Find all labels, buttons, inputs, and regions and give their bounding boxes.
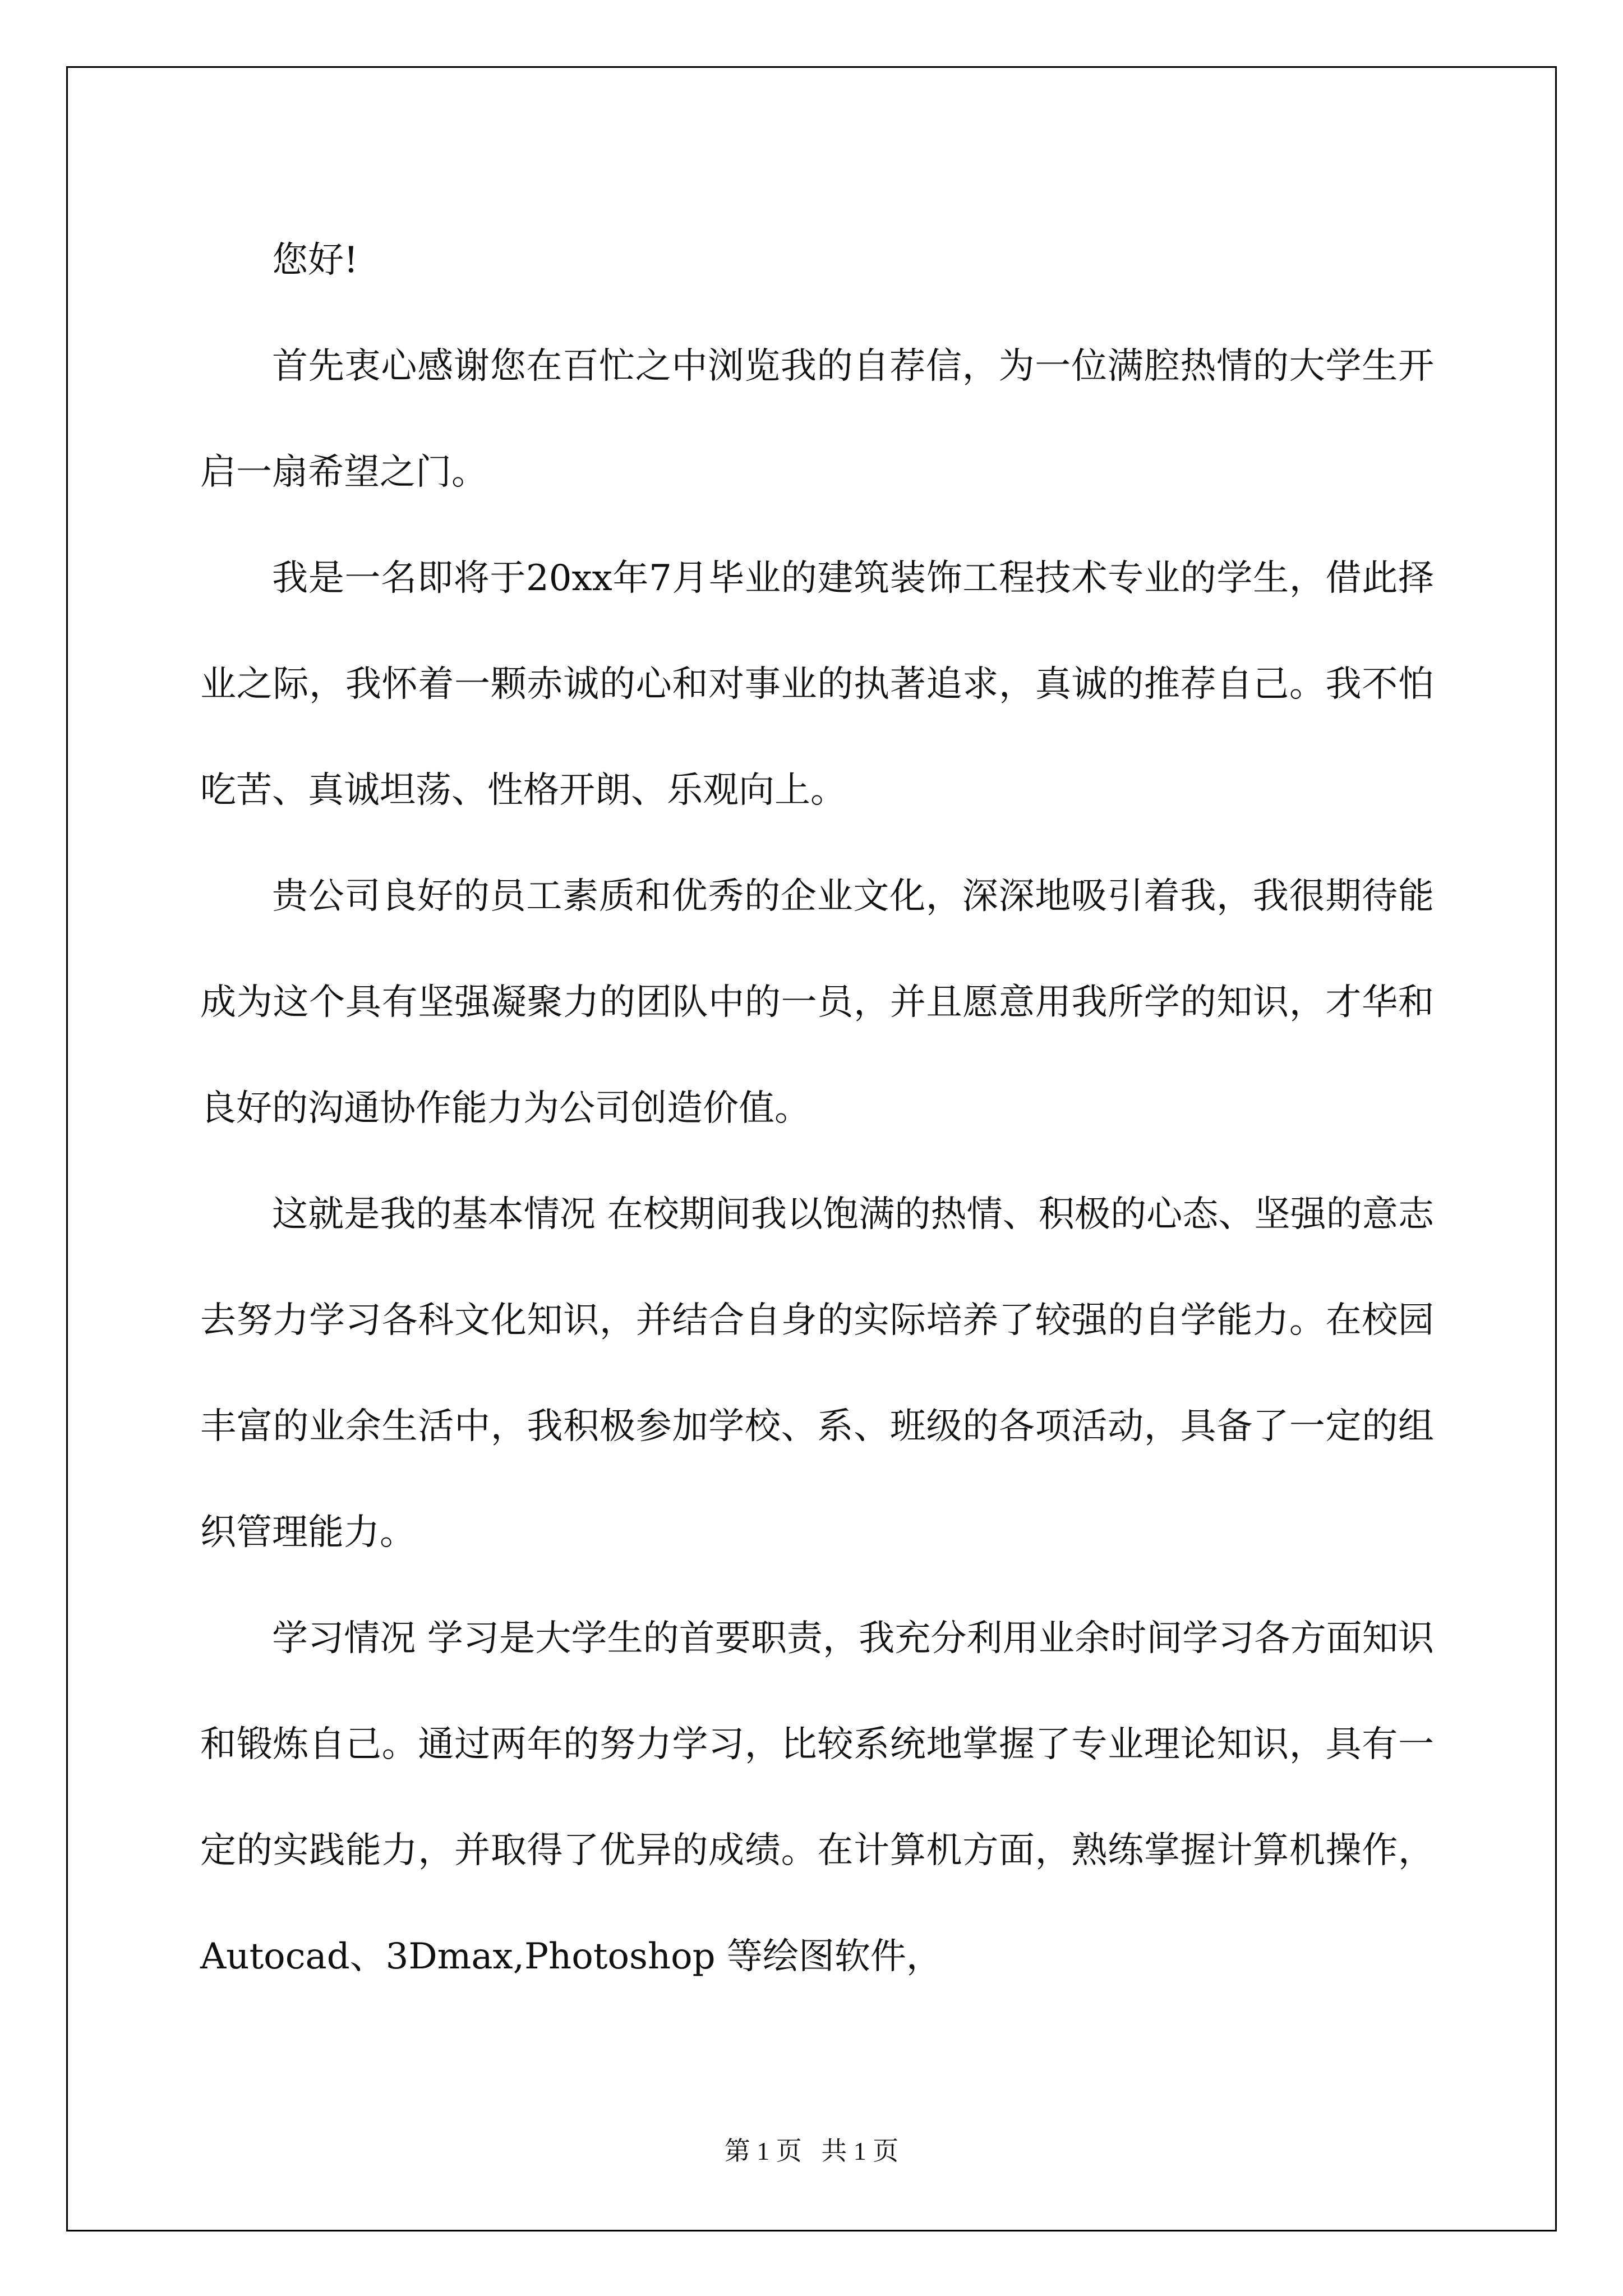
paragraph-introduction: 我是一名即将于20xx年7月毕业的建筑装饰工程技术专业的学生，借此择业之际，我怀着一颗赤诚的心和对事业的执著追求，真诚的推荐自己。我不怕吃苦、真诚坦荡、性格开朗、乐观向上。 (200, 558, 1434, 811)
greeting: 您好! (272, 240, 358, 281)
page-number-footer: 第 1 页 共 1 页 (724, 2137, 899, 2165)
paragraph-company: 贵公司良好的员工素质和优秀的企业文化，深深地吸引着我，我很期待能成为这个具有坚强凝聚力的团队中的一员，并且愿意用我所学的知识，才华和良好的沟通协作能力为公司创造价值。 (200, 876, 1434, 1129)
paragraph-thanks: 首先衷心感谢您在百忙之中浏览我的自荐信，为一位满腔热情的大学生开启一扇希望之门。 (200, 346, 1434, 493)
letter-body (200, 208, 1434, 2010)
paragraph-basic-situation: 这就是我的基本情况 在校期间我以饱满的热情、积极的心态、坚强的意志去努力学习各科文化知识，并结合自身的实际培养了较强的自学能力。在校园丰富的业余生活中，我积极参加学校、系、班级的各项活动，具备了一定的组织管理能力。 (200, 1194, 1434, 1553)
paragraph-study-situation: 学习情况 学习是大学生的首要职责，我充分利用业余时间学习各方面知识和锻炼自己。通过两年的努力学习，比较系统地掌握了专业理论知识，具有一定的实践能力，并取得了优异的成绩。在计算机方面，熟练掌握计算机操作，Autocad、3Dmax,Photoshop 等绘图软件， (200, 1618, 1434, 1977)
